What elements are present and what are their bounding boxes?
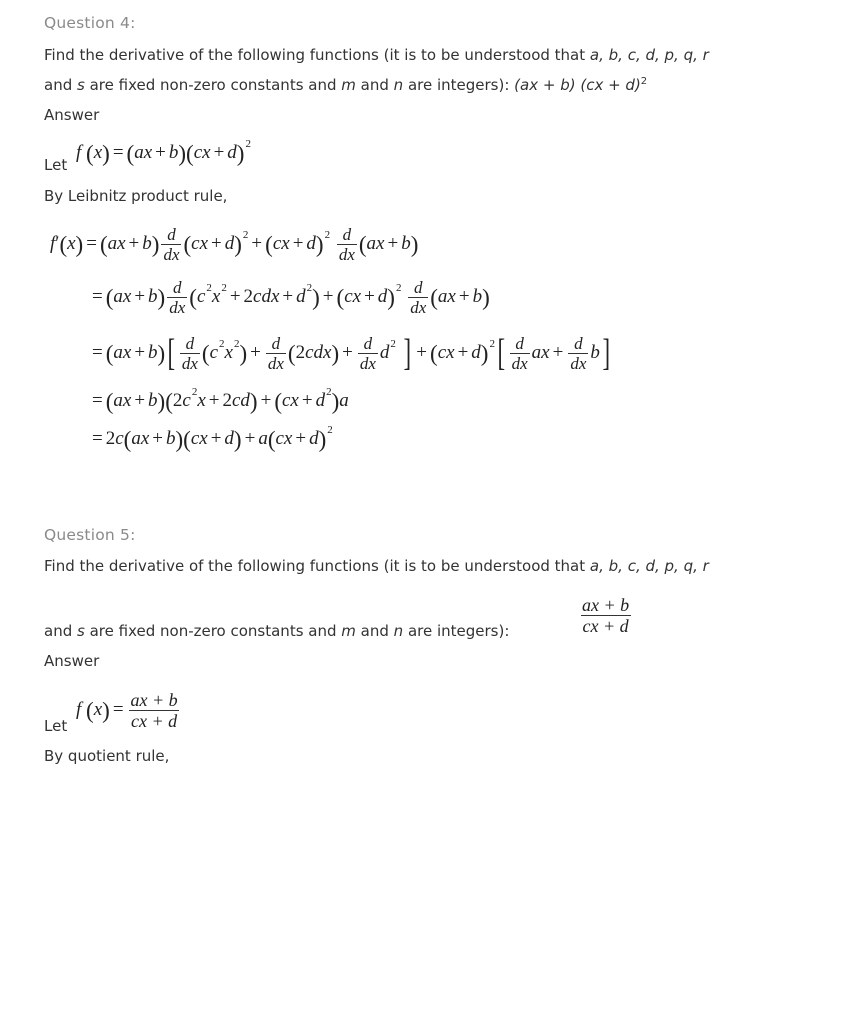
prompt-text: are integers): xyxy=(403,76,515,94)
prompt-text: Find the derivative of the following functions (it is to be understood that xyxy=(44,46,590,64)
question-4-step-1: f ′ ( x ) = ( ax + b ) $\frac{d}{dx}$ ( cx + d ) 2 + ( cx + d ) 2 $\frac{d}{dx}$ ( ax + b ) xyxy=(50,224,419,264)
var-n: n xyxy=(393,76,404,94)
question-5-heading: Question 5: xyxy=(44,526,136,544)
prompt-text: are integers): xyxy=(403,622,510,640)
prompt-text: and xyxy=(355,76,394,94)
d-dx-fraction: $\frac{d}{dx}$ xyxy=(181,333,198,373)
prompt-text: are fixed non-zero constants and xyxy=(84,76,342,94)
question-5-prompt-line-2 xyxy=(44,622,509,640)
d-dx-fraction: $\frac{d}{dx}$ xyxy=(410,277,427,317)
question-4-step-2: = ( ax + b ) $\frac{d}{dx}$ ( c 2 x 2 + 2 cdx + d 2 ) + ( cx + d ) 2 $\frac{d}{dx}$ ( ax + b ) xyxy=(92,277,490,317)
question-4-let-label: Let xyxy=(44,156,68,174)
d-dx-fraction: $\frac{d}{dx}$ xyxy=(511,333,528,373)
function-expr-text: (ax + b) (cx + d) xyxy=(514,76,641,94)
question-5-prompt-line-1 xyxy=(44,557,709,575)
d-dx-fraction: $\frac{d}{dx}$ xyxy=(267,333,284,373)
prompt-text: Find the derivative of the following functions (it is to be understood that xyxy=(44,557,590,575)
prompt-text: and xyxy=(44,622,77,640)
prompt-text: and xyxy=(355,622,394,640)
d-dx-fraction: $\frac{d}{dx}$ xyxy=(163,224,180,264)
var-n: n xyxy=(393,622,404,640)
question-5-let-formula: f ( x ) = $\frac{ax + b}{cx + d}$ xyxy=(76,689,178,731)
d-dx-fraction: $\frac{d}{dx}$ xyxy=(570,333,587,373)
question-4-step-5: = 2 c ( ax + b ) ( cx + d ) + a ( cx + d ) 2 xyxy=(92,424,333,452)
fraction-numerator: ax + b xyxy=(130,689,178,710)
d-dx-fraction: $\frac{d}{dx}$ xyxy=(338,224,355,264)
question-5-let-label: Let xyxy=(44,717,68,735)
question-5-answer-label: Answer xyxy=(44,652,100,670)
question-4-heading: Question 4: xyxy=(44,14,136,32)
question-5-rule-text: By quotient rule, xyxy=(44,747,170,765)
prompt-vars: a, b, c, d, p, q, r xyxy=(589,557,709,575)
question-4-step-4: = ( ax + b ) ( 2 c 2 x + 2 cd ) + ( cx + d 2 ) a xyxy=(92,386,349,414)
var-s: s xyxy=(77,76,85,94)
question-5-function-fraction xyxy=(578,588,633,642)
fraction-denominator: cx + d xyxy=(131,710,178,731)
question-4-step-3: = ( ax + b ) [ $\frac{d}{dx}$ ( c 2 x 2 ) + $\frac{d}{dx}$ ( 2 cdx ) + $\frac{d}{dx}$ d 2 ] + ( cx + d ) 2 [ $\frac{d}{dx}$ ax + $\frac{d}{dx}$ b ] xyxy=(92,332,610,374)
prompt-text: are fixed non-zero constants and xyxy=(84,622,342,640)
fraction-numerator: ax + b xyxy=(582,594,630,615)
var-s: s xyxy=(77,622,85,640)
d-dx-fraction: $\frac{d}{dx}$ xyxy=(359,333,376,373)
var-m: m xyxy=(341,76,356,94)
prompt-text: and xyxy=(44,76,77,94)
question-4-prompt-line-2 xyxy=(44,76,647,94)
d-dx-fraction: $\frac{d}{dx}$ xyxy=(169,277,186,317)
function-expression xyxy=(514,76,647,94)
question-4-rule-text: By Leibnitz product rule, xyxy=(44,187,228,205)
function-exponent: 2 xyxy=(640,76,648,87)
question-4-prompt-line-1 xyxy=(44,46,709,64)
prompt-vars: a, b, c, d, p, q, r xyxy=(589,46,709,64)
question-4-let-formula: f ( x ) = ( ax + b ) ( cx + d ) 2 xyxy=(76,138,251,166)
question-4-answer-label: Answer xyxy=(44,106,100,124)
fraction-denominator: cx + d xyxy=(582,615,629,636)
var-m: m xyxy=(341,622,356,640)
